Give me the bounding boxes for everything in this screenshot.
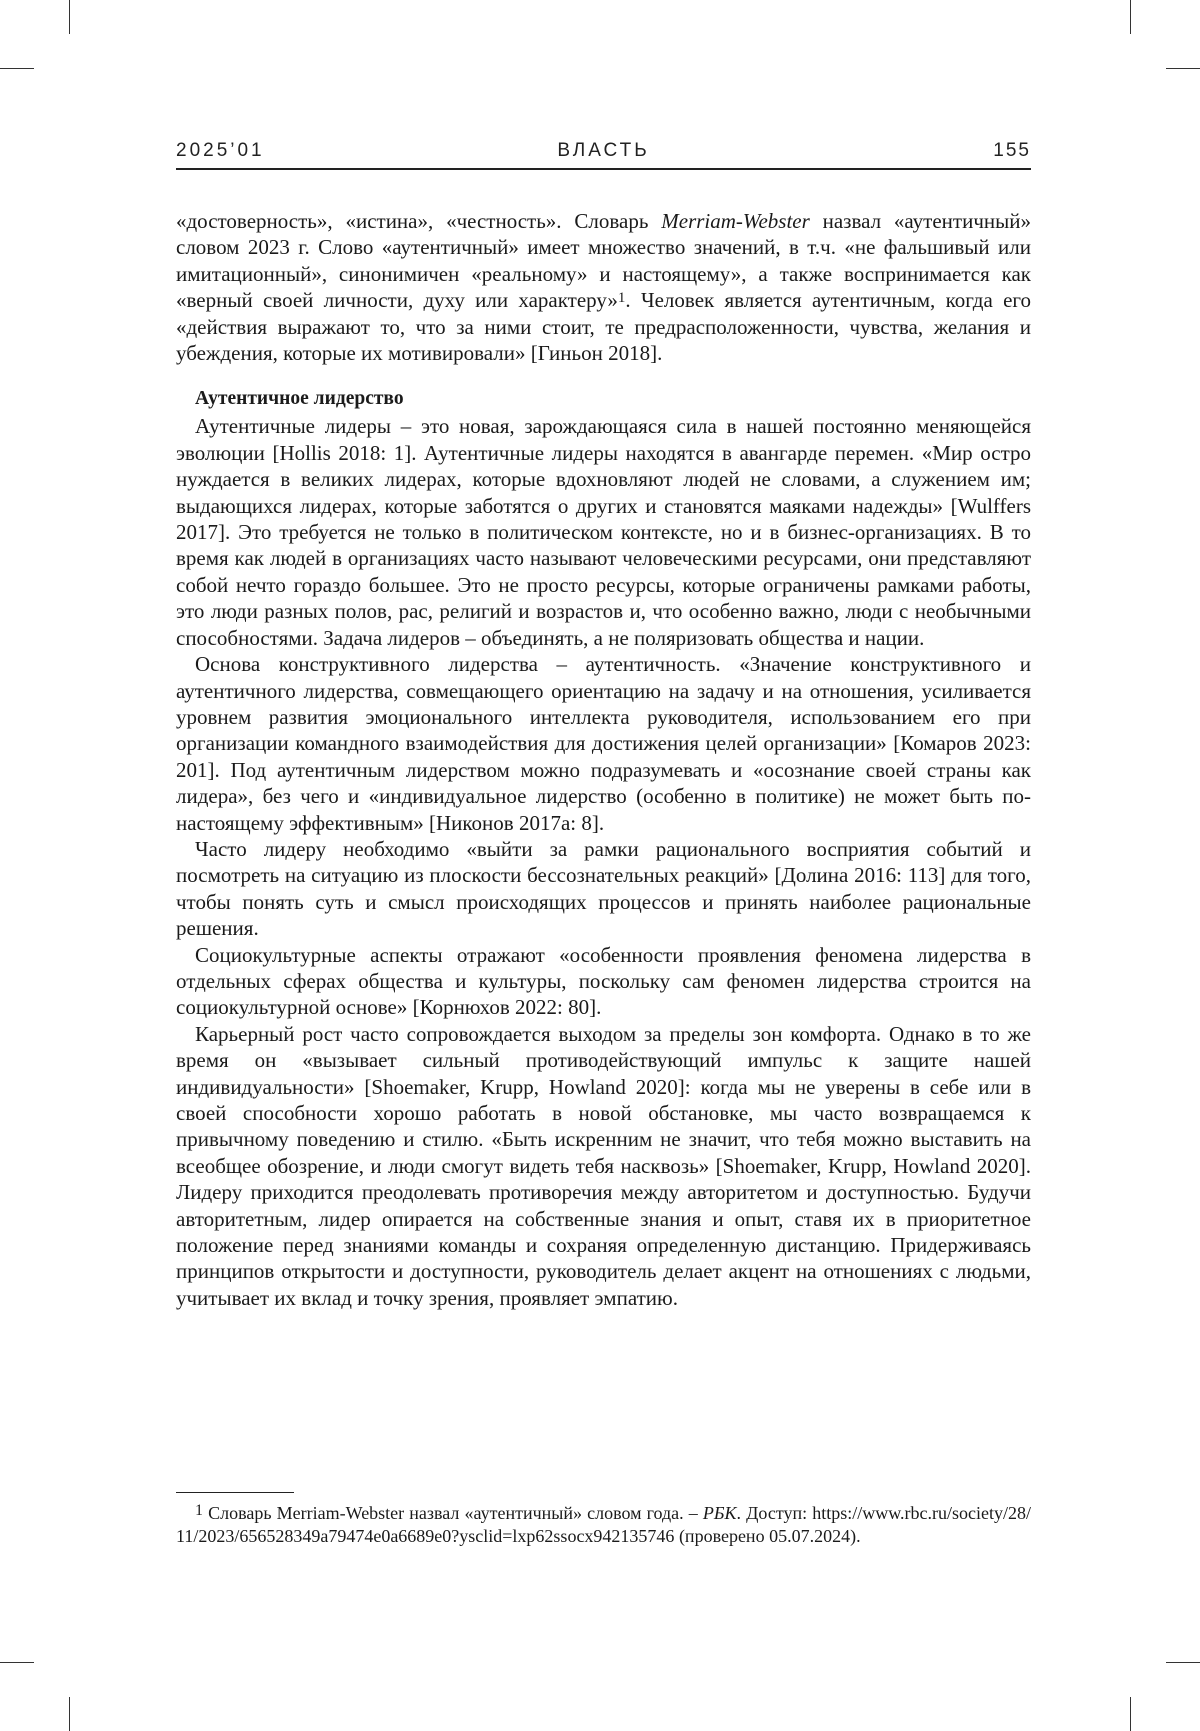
crop-mark: [0, 68, 34, 69]
footnote-url[interactable]: https://www.rbc.ru/society/28/11/2023/656528349a79474e0a6689e0?ysclid=lxp62ssocx942135746: [176, 1503, 1032, 1546]
footnote-reference[interactable]: 1: [617, 290, 626, 307]
page-number: 155: [993, 140, 1031, 161]
body-paragraph: Аутентичные лидеры – это новая, зарождающаяся сила в нашей постоянно меняющейся эволюции [Hollis 2018: 1]. Аутентичные лидеры находятся в авангарде перемен. «Мир остро нуждается в великих лидерах, которые вдохновляют людей не словами, а служением им; выдающихся лидерах, которые заботятся о других и становятся маяками надежды» [Wulffers 2017]. Это требуется не только в политическом контексте, но и в бизнес-организациях. В то время как людей в организациях часто называют человеческими ресурсами, они представляют собой нечто гораздо большее. Это не просто ресурсы, которые ограничены рамками работы, это люди разных полов, рас, религий и возрастов и, что особенно важно, люди с необычными способностями. Задача лидеров – объединять, а не поляризовать общества и нации.: [176, 414, 1031, 650]
footnote-text: . Доступ:: [736, 1503, 813, 1523]
footnote-mark: 1: [195, 1502, 203, 1519]
body-paragraph: Часто лидеру необходимо «выйти за рамки рационального восприятия событий и посмотреть на ситуацию из плоскости бессознательных реакций» [Долина 2016: 113] для того, чтобы понять суть и смысл происходящих процессов и принять наиболее рациональные решения.: [176, 836, 1031, 941]
body-paragraph: Основа конструктивного лидерства – аутентичность. «Значение конструктивного и аутентичного лидерства, совмещающего ориентацию на задачу и на отношения, усиливается уровнем развития эмоционального интеллекта руководителя, использованием его при организации командного взаимодействия для достижения целей организации» [Комаров 2023: 201]. Под аутентичным лидерством можно подразумевать и «осознание своей страны как лидера», без чего и «индивидуальное лидерство (особенно в политике) не может быть по-настоящему эффективным» [Никонов 2017а: 8].: [176, 652, 1031, 835]
crop-mark: [69, 1697, 70, 1731]
crop-mark: [1130, 0, 1131, 34]
footnote-checked-date: (проверено 05.07.2024).: [674, 1526, 861, 1546]
crop-mark: [1130, 1697, 1131, 1731]
crop-mark: [1166, 68, 1200, 69]
issue-label: 2025’01: [176, 140, 265, 161]
crop-mark: [0, 1662, 34, 1663]
article-body: [176, 208, 1031, 1311]
text-run: «достоверность», «истина», «честность». Словарь: [176, 209, 662, 233]
footnote-text: Словарь Merriam-Webster назвал «аутентичный» словом года. –: [203, 1503, 703, 1523]
section-heading: Аутентичное лидерство: [195, 388, 404, 410]
footnote-divider: [176, 1492, 294, 1493]
footnote: [176, 1502, 1031, 1548]
body-paragraph: Социокультурные аспекты отражают «особенности проявления феномена лидерства в отдельных сферах общества и культуры, поскольку сам феномен лидерства строится на социокультурной основе» [Корнюхов 2022: 80].: [176, 942, 1031, 1020]
crop-mark: [69, 0, 70, 34]
intro-paragraph: [176, 208, 1031, 366]
text-run: назвал «аутентичный» словом 2023 г. Слово «аутентичный» имеет множество значений, в т.ч. «не фальшивый или имитационный», синонимичен «реальному» и настоящему», а также воспринимается как «верный своей личности, духу или характеру»: [176, 209, 1031, 313]
body-paragraph: Карьерный рост часто сопровождается выходом за пределы зон комфорта. Однако в то же время он «вызывает сильный противодействующий импульс к защите нашей индивидуальности» [Shoemaker, Krupp, Howland 2020]: когда мы не уверены в себе или в своей способности хорошо работать в новой обстановке, мы часто возвращаемся к привычному поведению и стилю. «Быть искренним не значит, что тебя можно выставить на всеобщее обозрение, и люди смогут видеть тебя насквозь» [Shoemaker, Krupp, Howland 2020]. Лидеру приходится преодолевать противоречия между авторитетом и доступностью. Будучи авторитетным, лидер опирается на собственные знания и опыт, ставя их в приоритетное положение перед знаниями команды и сохраняя определенную дистанцию. Придерживаясь принципов открытости и доступности, руководитель делает акцент на отношениях с людьми, учитывает их вклад и точку зрения, проявляет эмпатию.: [176, 1021, 1031, 1310]
dictionary-name: Merriam-Webster: [661, 209, 810, 233]
journal-title: ВЛАСТЬ: [557, 140, 650, 161]
footnote-source: РБК: [702, 1503, 737, 1523]
text-run: . Человек является аутентичным, когда его «действия выражают то, что за ними стоит, те предрасположенности, чувства, желания и убеждения, которые их мотивировали» [Гиньон 2018].: [176, 288, 1031, 366]
crop-mark: [1166, 1662, 1200, 1663]
running-header: [176, 138, 1031, 170]
